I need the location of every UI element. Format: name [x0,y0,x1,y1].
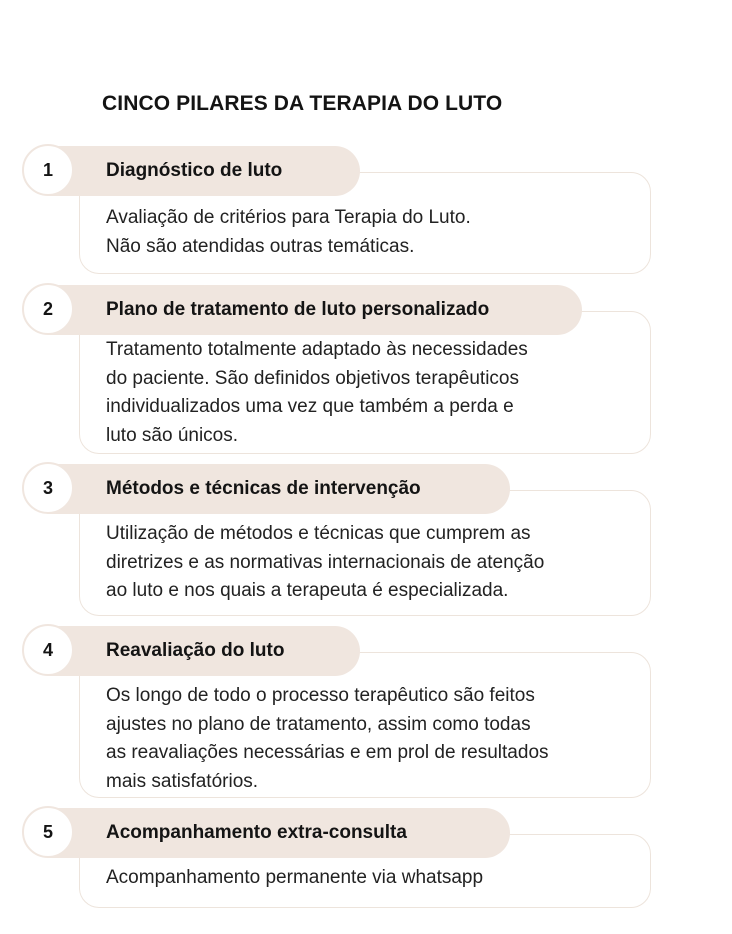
pillar-heading: Plano de tratamento de luto personalizado [48,285,582,335]
description-line: ajustes no plano de tratamento, assim como todas [106,713,531,735]
pillar-description [106,864,646,893]
pillar-heading: Diagnóstico de luto [48,146,360,196]
description-line: luto são únicos. [106,424,239,446]
description-line: Os longo de todo o processo terapêutico são feitos [106,685,535,706]
pillar-number-badge: 2 [22,283,74,335]
pillar-description [106,520,646,606]
description-line: Tratamento totalmente adaptado às necessidades [106,339,528,360]
pillar-heading: Acompanhamento extra-consulta [48,808,510,858]
pillar-number-badge: 1 [22,144,74,196]
pillar-heading: Métodos e técnicas de intervenção [48,464,510,514]
description-line: individualizados uma vez que também a perda e [106,396,514,417]
pillar-number-badge: 4 [22,624,74,676]
pillar-number-badge: 5 [22,806,74,858]
description-line: Acompanhamento permanente via whatsapp [106,867,484,888]
pillar-heading: Reavaliação do luto [48,626,360,676]
description-line: diretrizes e as normativas internacionais de atenção [106,551,545,573]
pillar-description [106,204,646,261]
pillar-description [106,682,646,796]
pillar-description [106,336,646,450]
description-line: ao luto e nos quais a terapeuta é especializada. [106,580,509,601]
description-line: Não são atendidas outras temáticas. [106,235,415,257]
description-line: mais satisfatórios. [106,770,259,792]
description-line: do paciente. São definidos objetivos terapêuticos [106,367,519,389]
page-title: CINCO PILARES DA TERAPIA DO LUTO [102,92,503,115]
description-line: Utilização de métodos e técnicas que cumprem as [106,523,531,544]
pillar-number-badge: 3 [22,462,74,514]
description-line: as reavaliações necessárias e em prol de resultados [106,742,549,763]
description-line: Avaliação de critérios para Terapia do Luto. [106,207,471,228]
